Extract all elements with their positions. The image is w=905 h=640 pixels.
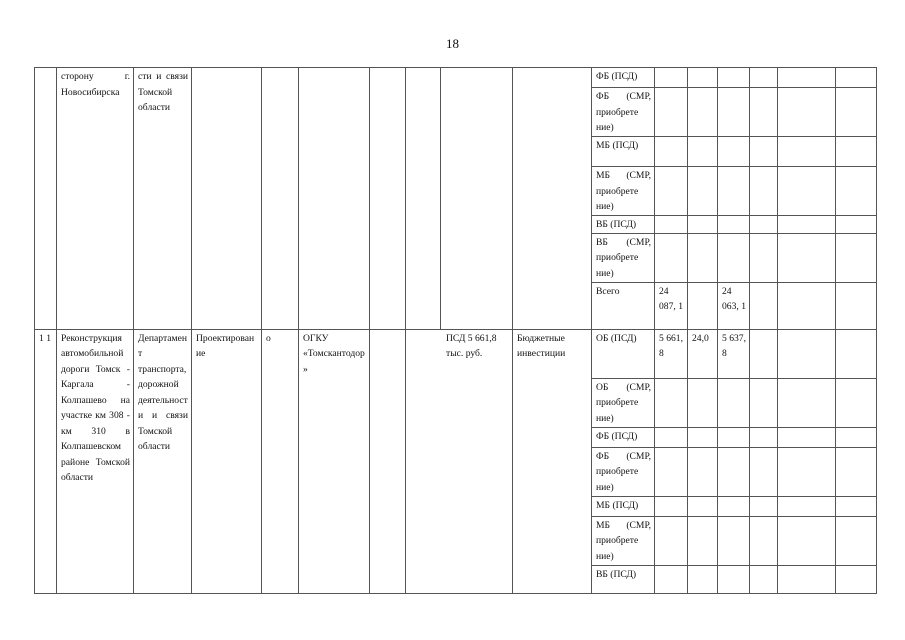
table-row: [35, 329, 877, 378]
cell-funding-source: ВБ (СМР, приобрете ние): [592, 233, 655, 282]
cell-investment: Бюджетные инвестиции: [513, 329, 592, 593]
cell-customer: ОГКУ «Томскантодор»: [299, 329, 370, 593]
page-number: 18: [446, 36, 459, 51]
cell-funding-source: ФБ (ПСД): [592, 68, 655, 88]
cell-funding-source: МБ (ПСД): [592, 137, 655, 167]
cell-value-total-3: 24 063, 1: [718, 282, 750, 329]
cell-funding-source: ФБ (ПСД): [592, 427, 655, 447]
table-row: [35, 68, 877, 88]
cell-funding-source: Всего: [592, 282, 655, 329]
cell-funding-source: ФБ (СМР, приобрете ние): [592, 447, 655, 496]
cell-object-name: Реконструкция автомобильной дороги Томск - Каргала - Колпашево на участке км 308 - км 310 в Колпашевском районе Томской области: [57, 329, 134, 593]
cell-value-2: 24,0: [688, 329, 718, 378]
cell-funding-source: МБ (СМР, приобрете ние): [592, 167, 655, 216]
cell-funding-source: ВБ (ПСД): [592, 216, 655, 234]
cell-col5: о: [262, 329, 299, 593]
investment-table: [34, 67, 877, 594]
cell-responsible: Департамент транспорта, дорожной деятельности и связи Томской области: [134, 329, 192, 593]
cell-funding-source: МБ (ПСД): [592, 496, 655, 516]
cell-funding-source: ОБ (СМР, приобрете ние): [592, 378, 655, 427]
cell-object-name: сторону г. Новосибирска: [57, 68, 134, 330]
cell-num: 1 1: [35, 329, 57, 593]
cell-num: [35, 68, 57, 330]
cell-funding-source: ФБ (СМР, приобрете ние): [592, 88, 655, 137]
cell-funding-source: ВБ (ПСД): [592, 565, 655, 593]
cell-funding-source: ОБ (ПСД): [592, 329, 655, 378]
cell-capacity: ПСД 5 661,8 тыс. руб.: [406, 329, 513, 593]
cell-stage: Проектирование: [192, 329, 262, 593]
cell-value-3: 5 637, 8: [718, 329, 750, 378]
cell-value-total-1: 24 087, 1: [655, 282, 688, 329]
cell-funding-source: МБ (СМР, приобрете ние): [592, 516, 655, 565]
cell-responsible: сти и связи Томской области: [134, 68, 192, 330]
cell-value-1: 5 661, 8: [655, 329, 688, 378]
